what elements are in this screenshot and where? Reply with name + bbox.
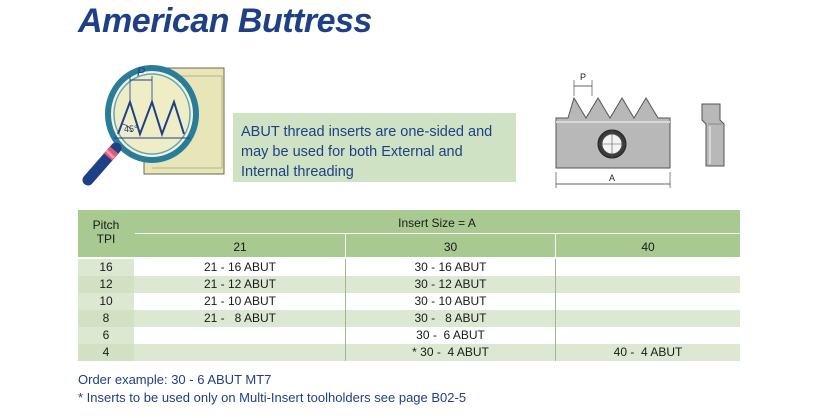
column-header-30: 30 <box>443 240 458 254</box>
insert-pitch-label: P <box>579 72 587 82</box>
column-header-40: 40 <box>641 240 655 254</box>
table-row: 16 21 - 16 ABUT 30 - 16 ABUT <box>78 259 740 276</box>
table-row: 4 * 30 - 4 ABUT 40 - 4 ABUT <box>78 344 740 361</box>
column-header-21: 21 <box>233 240 247 254</box>
table-row: 10 21 - 10 ABUT 30 - 10 ABUT <box>78 293 740 310</box>
insert-side-view-diagram <box>696 100 730 172</box>
table-row: 8 21 - 8 ABUT 30 - 8 ABUT <box>78 310 740 327</box>
order-example: Order example: 30 - 6 ABUT MT7 <box>78 372 272 387</box>
table-row: 12 21 - 12 ABUT 30 - 12 ABUT <box>78 276 740 293</box>
pitch-symbol-label: P <box>137 65 146 79</box>
page-title: American Buttress <box>78 2 372 40</box>
angle-label: 45° <box>124 124 138 134</box>
insert-front-view-diagram <box>548 68 680 192</box>
insert-size-label: A <box>608 173 616 183</box>
info-note: ABUT thread inserts are one-sided and may be used for both External and Internal threading <box>233 113 516 182</box>
magnifier-thread-illustration <box>74 56 234 194</box>
footnote: * Inserts to be used only on Multi-Insert toolholders see page B02-5 <box>78 390 467 405</box>
pitch-column-header: Pitch TPI <box>92 218 120 246</box>
table-row: 6 30 - 6 ABUT <box>78 327 740 344</box>
insert-size-header: Insert Size = A <box>398 216 476 230</box>
